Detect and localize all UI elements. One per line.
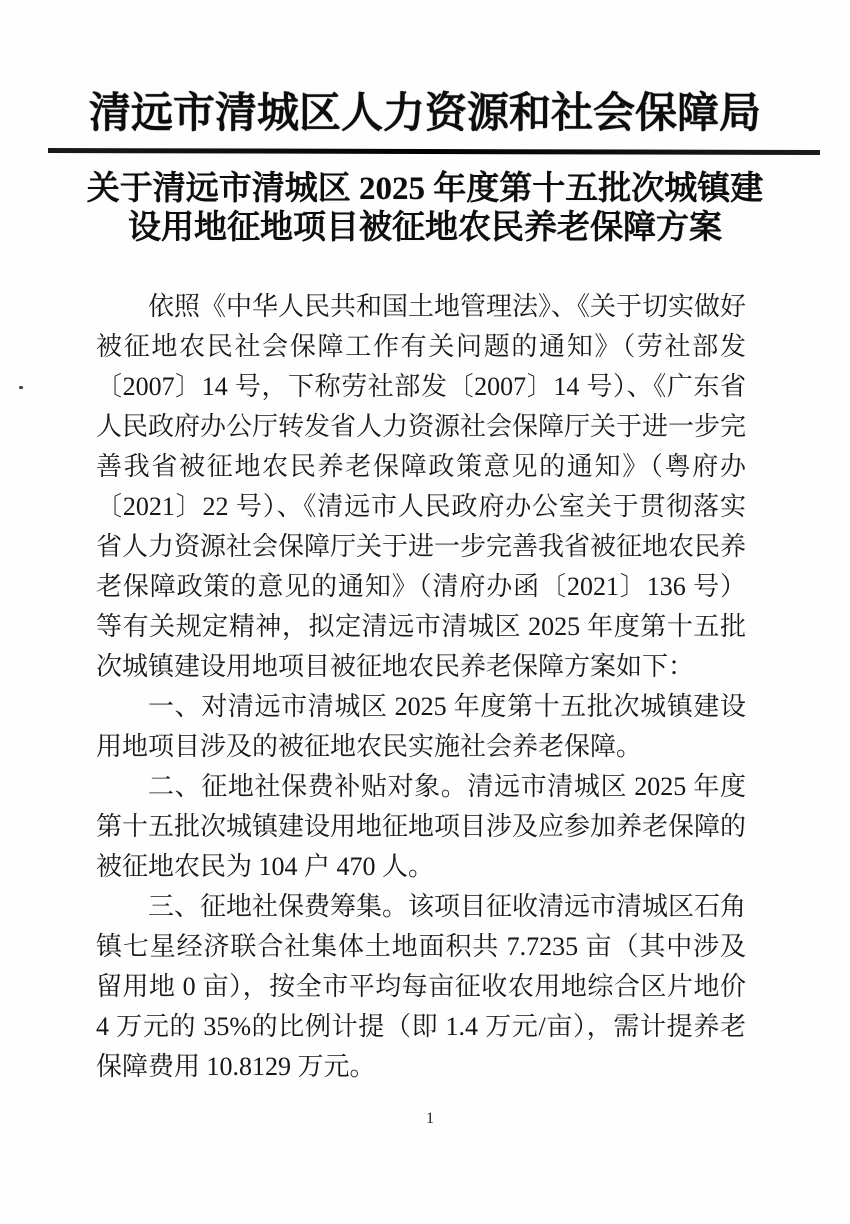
letterhead-title: 清远市清城区人力资源和社会保障局 xyxy=(88,91,761,137)
document-title-line-2: 设用地征地项目被征地农民养老保障方案 xyxy=(128,210,722,246)
scan-artifact-speck xyxy=(19,386,23,389)
paragraph-item-2: 二、征地社保费补贴对象。清远市清城区 2025 年度第十五批次城镇建设用地征地项目涉及应参加养老保障的被征地农民为 104 户 470 人。 xyxy=(96,772,747,881)
document-title xyxy=(60,170,790,248)
paragraph-item-3: 三、征地社保费筹集。该项目征收清远市清城区石角镇七星经济联合社集体土地面积共 7.7235 亩（其中涉及留用地 0 亩），按全市平均每亩征收农用地综合区片地价 4 万元的 35%的比例计提（即 1.4 万元/亩），需计提养老保障费用 10.8129 万元。 xyxy=(96,892,747,1081)
paragraph-item-1: 一、对清远市清城区 2025 年度第十五批次城镇建设用地项目涉及的被征地农民实施社会养老保障。 xyxy=(96,692,746,761)
document-title-line-1: 关于清远市清城区 2025 年度第十五批次城镇建 xyxy=(86,171,764,207)
document-body xyxy=(96,287,746,1087)
letterhead-divider-rule xyxy=(48,148,820,155)
paragraph-preamble: 依照《中华人民共和国土地管理法》、《关于切实做好被征地农民社会保障工作有关问题的通知》（劳社部发〔2007〕14 号，下称劳社部发〔2007〕14 号）、《广东省人民政府办公厅转发省人力资源社会保障厅关于进一步完善我省被征地农民养老保障政策意见的通知》（粤府办〔2021〕22 号）、《清远市人民政府办公室关于贯彻落实省人力资源社会保障厅关于进一步完善我省被征地农民养老保障政策的意见的通知》（清府办函〔2021〕136 号）等有关规定精神，拟定清远市清城区 2025 年度第十五批次城镇建设用地项目被征地农民养老保障方案如下： xyxy=(96,292,747,681)
page-number: 1 xyxy=(426,1110,434,1127)
